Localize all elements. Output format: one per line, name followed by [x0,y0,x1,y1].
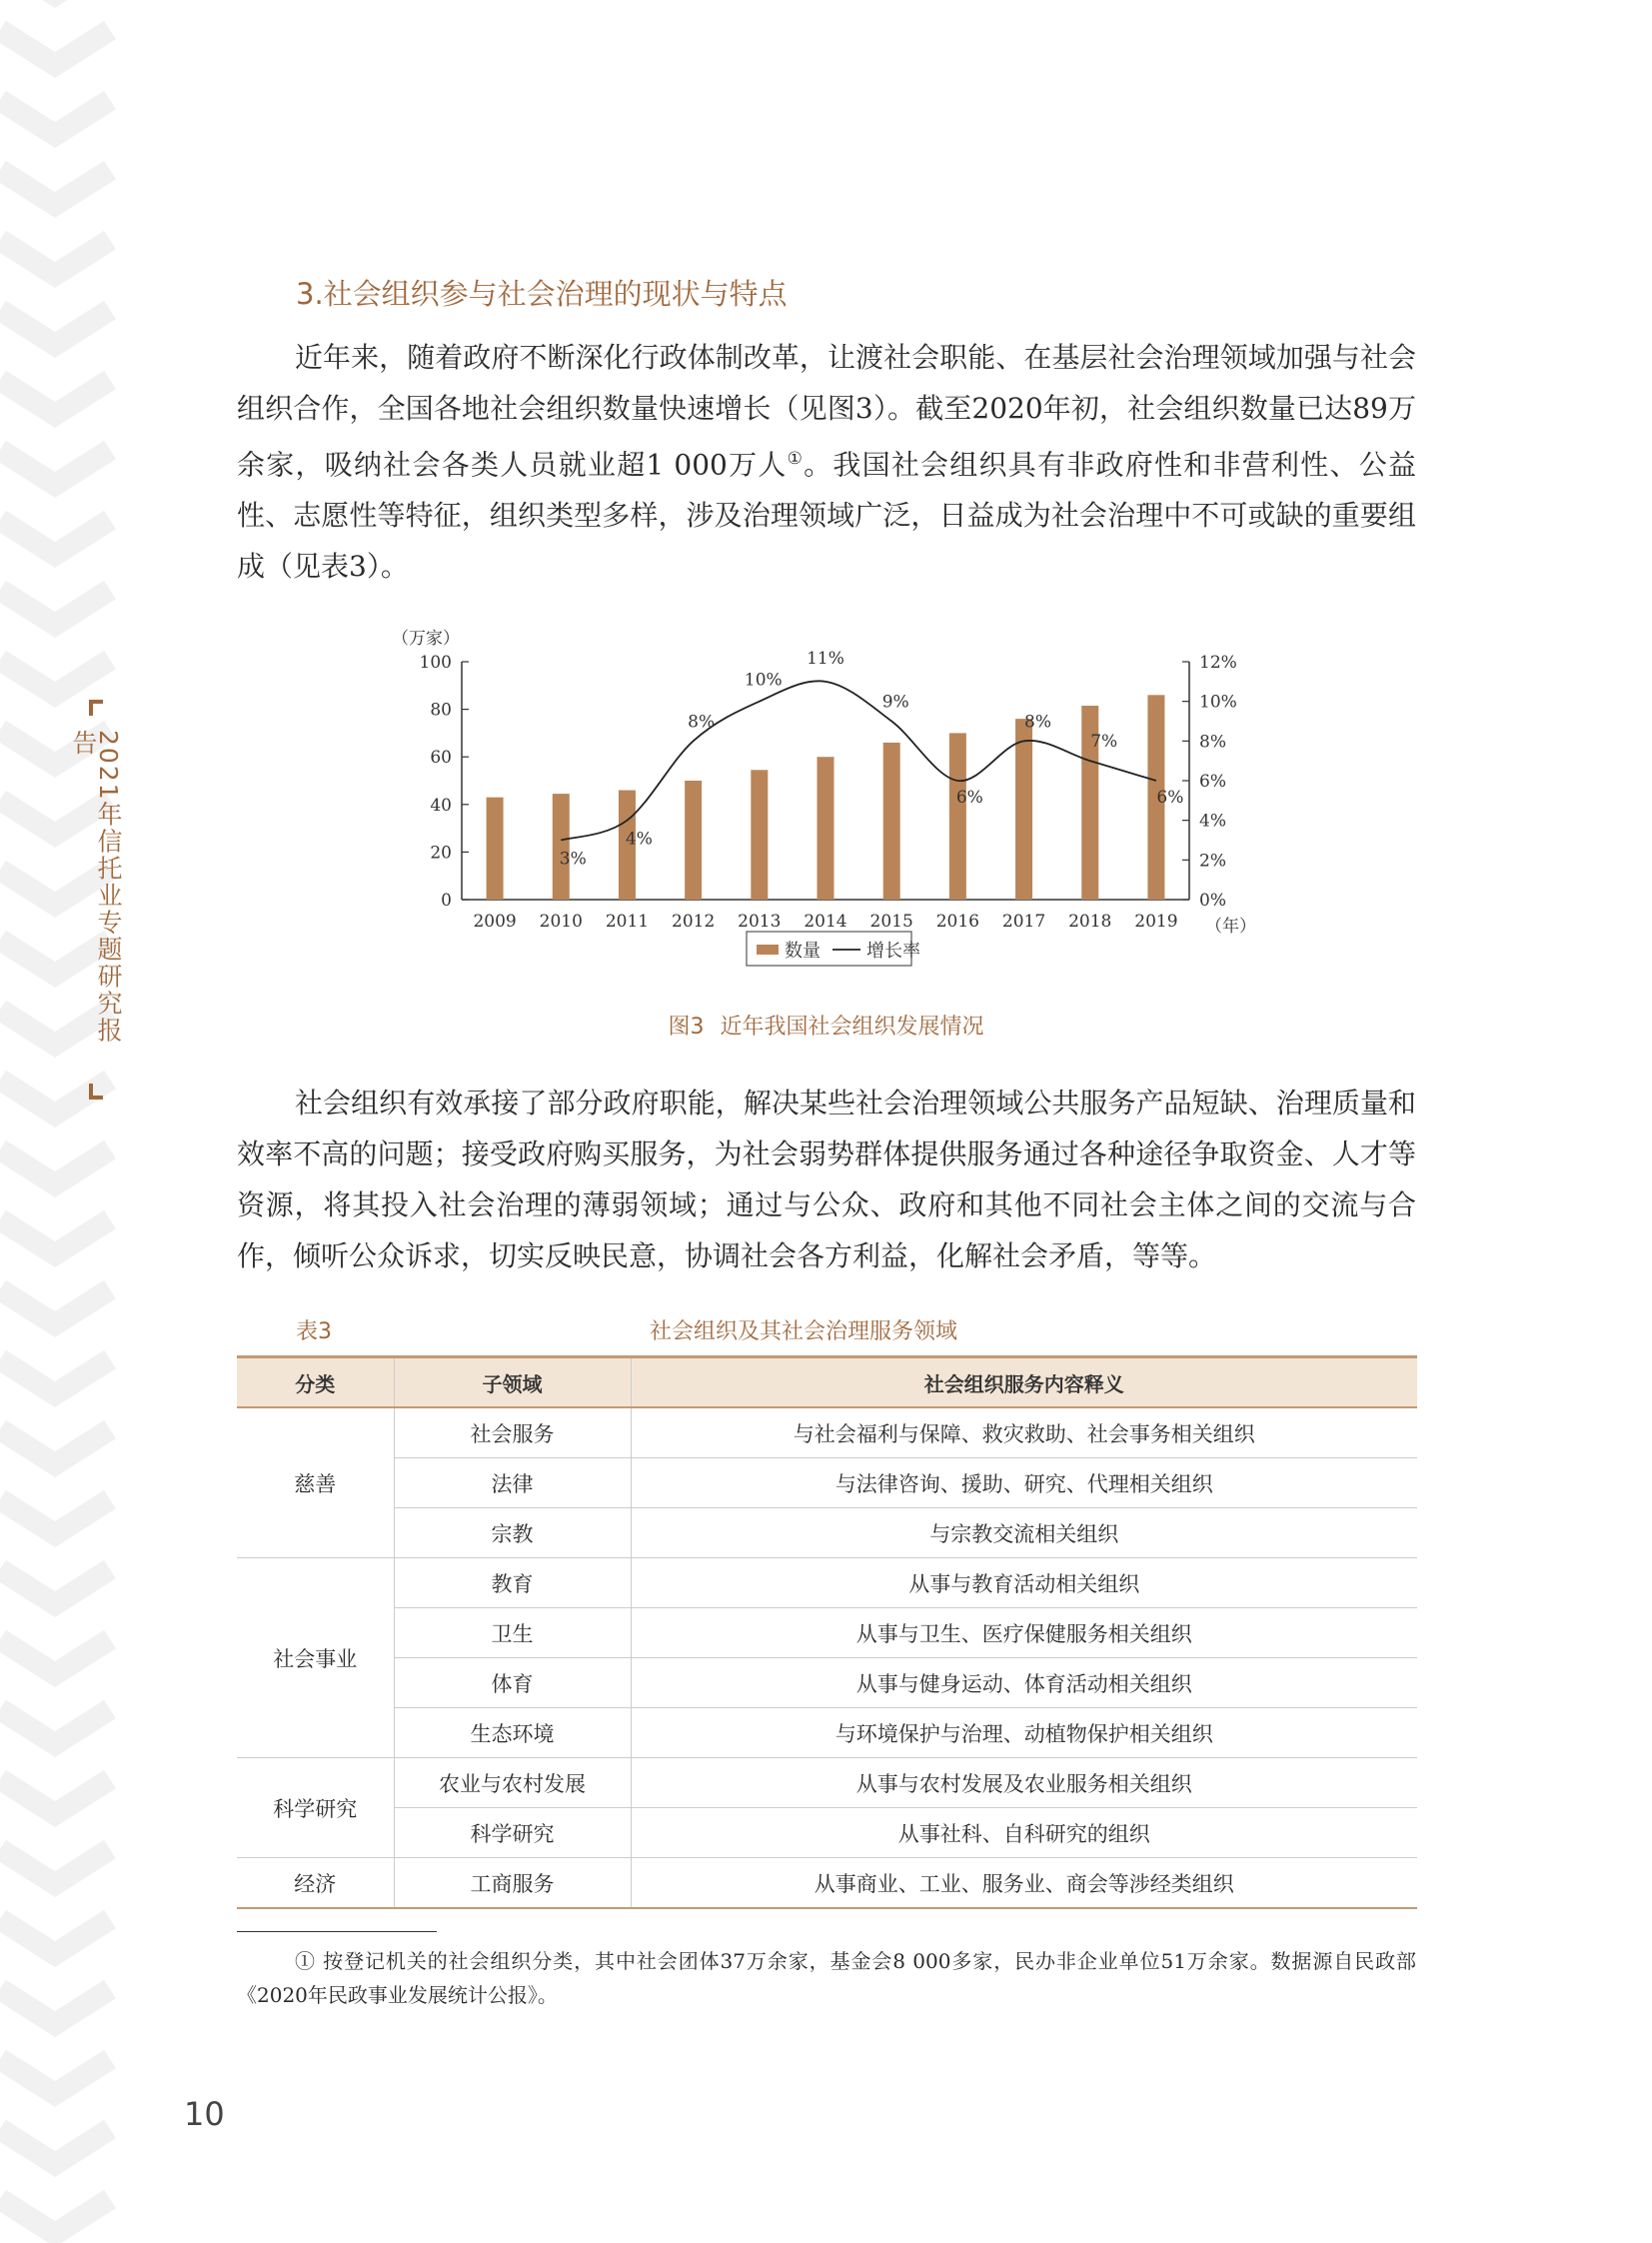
x-tick-label: 2014 [804,912,847,932]
footnote-text: ① 按登记机关的社会组织分类，其中社会团体37万余家，基金会8 000多家，民办非企业单位51万余家。数据源自民政部《2020年民政事业发展统计公报》。 [237,1949,1416,2007]
chevron-shape [0,660,110,695]
subdomain-cell: 卫生 [394,1608,631,1658]
subdomain-cell: 法律 [394,1458,631,1508]
growth-label: 10% [744,670,783,691]
right-tick-label: 12% [1199,653,1237,673]
x-tick-label: 2015 [869,912,913,932]
bar-2010 [553,794,570,900]
bar-2009 [487,798,504,900]
figure-caption [0,1010,1652,1041]
bar-2015 [883,743,900,900]
growth-label: 11% [807,648,844,669]
chevron-shape [0,2199,110,2234]
description-cell: 从事与健身运动、体育活动相关组织 [631,1658,1417,1708]
service-domain-table [237,1355,1417,1909]
chevron-shape [0,1989,110,2024]
x-tick-label: 2009 [473,912,517,932]
legend-bar-swatch [757,945,779,955]
table-header-row [237,1357,1417,1408]
category-cell: 经济 [237,1858,394,1909]
header-category: 分类 [237,1357,394,1408]
chevron-shape [0,100,110,135]
chevron-shape [0,240,110,275]
growth-label: 4% [625,829,653,850]
x-tick-label: 2011 [605,912,650,932]
subdomain-cell: 农业与农村发展 [394,1758,631,1808]
left-tick-label: 60 [430,748,452,769]
chevron-shape [0,590,110,625]
footnote-marker[interactable]: ① [787,449,805,469]
growth-label: 6% [1156,788,1184,808]
x-tick-label: 2018 [1068,912,1112,932]
description-cell: 从事与教育活动相关组织 [631,1558,1417,1608]
subdomain-cell: 体育 [394,1658,631,1708]
chevron-shape [0,1919,110,1954]
right-tick-label: 10% [1199,692,1237,713]
subdomain-cell: 社会服务 [394,1407,631,1458]
chevron-shape [0,1149,110,1184]
growth-label: 3% [559,849,587,870]
left-tick-label: 20 [430,843,452,864]
chevron-shape [0,1779,110,1814]
x-tick-label: 2019 [1134,912,1178,932]
report-title-text: 2021年信托业专题研究报告 [69,729,123,1045]
description-cell: 与宗教交流相关组织 [631,1508,1417,1558]
table-row [237,1508,1417,1558]
description-cell: 与法律咨询、援助、研究、代理相关组织 [631,1458,1417,1508]
chevron-shape [0,380,110,415]
x-tick-label: 2010 [539,912,583,932]
footnote [237,1944,1416,2012]
category-cell: 社会事业 [237,1558,394,1758]
bar-2013 [751,770,768,900]
chevron-shape [0,30,110,65]
table-title: 社会组织及其社会治理服务领域 [650,1319,958,1344]
paragraph-1-text-b: 。我国社会组织具有非政府性和非营利性、公益性、志愿性等特征，组织类型多样，涉及治理领域广泛，日益成为社会治理中不可或缺的重要组成（见表3）。 [237,448,1416,584]
chevron-shape [0,170,110,205]
chevron-shape [0,1849,110,1884]
x-axis-unit: （年） [1205,917,1256,937]
table-row [237,1708,1417,1758]
x-tick-label: 2012 [672,912,716,932]
subdomain-cell: 教育 [394,1558,631,1608]
left-tick-label: 80 [430,700,452,721]
growth-label: 7% [1090,732,1118,753]
chevron-shape [0,1639,110,1674]
growth-rate-line [561,681,1156,840]
page-number: 10 [184,2095,225,2133]
chevron-shape [0,1429,110,1464]
paragraph-2 [237,1078,1416,1281]
table-row [237,1808,1417,1858]
chevron-shape [0,2129,110,2164]
paragraph-1-text-a: 近年来，随着政府不断深化行政体制改革，让渡社会职能、在基层社会治理领域加强与社会组织合作，全国各地社会组织数量快速增长（见图3）。截至2020年初，社会组织数量已达89万余家，吸纳社会各类人员就业超1 000万人 [237,341,1416,482]
table-row [237,1758,1417,1808]
x-tick-label: 2013 [738,912,782,932]
description-cell: 与社会福利与保障、救灾救助、社会事务相关组织 [631,1407,1417,1458]
table-row [237,1558,1417,1608]
figure-number: 图3 [668,1015,705,1040]
x-tick-label: 2016 [935,912,979,932]
growth-label: 8% [688,712,716,733]
description-cell: 与环境保护与治理、动植物保护相关组织 [631,1708,1417,1758]
description-cell: 从事与卫生、医疗保健服务相关组织 [631,1608,1417,1658]
chevron-shape [0,1359,110,1394]
left-axis-unit: （万家） [392,629,460,649]
right-tick-label: 4% [1199,811,1226,832]
table-row [237,1407,1417,1458]
right-tick-label: 0% [1199,891,1226,911]
category-cell: 科学研究 [237,1758,394,1858]
subdomain-cell: 生态环境 [394,1708,631,1758]
growth-label: 9% [881,692,909,713]
growth-label: 6% [955,788,983,808]
section-title: 3.社会组织参与社会治理的现状与特点 [296,277,788,311]
decorative-chevron-strip [0,0,123,2243]
bar-2012 [685,781,702,900]
right-tick-label: 6% [1199,772,1226,792]
chevron-shape [0,310,110,345]
header-description: 社会组织服务内容释义 [631,1357,1417,1408]
subdomain-cell: 工商服务 [394,1858,631,1909]
left-tick-label: 0 [441,891,452,911]
bar-2014 [818,757,834,900]
bracket-close [89,1084,103,1100]
chevron-shape [0,2059,110,2094]
table-row [237,1858,1417,1909]
left-tick-label: 100 [419,653,452,673]
paragraph-1 [237,332,1416,592]
chevron-shape [0,520,110,555]
chevron-shape [0,1499,110,1534]
chevron-shape [0,1709,110,1744]
description-cell: 从事社科、自科研究的组织 [631,1808,1417,1858]
subdomain-cell: 宗教 [394,1508,631,1558]
table-row [237,1458,1417,1508]
description-cell: 从事商业、工业、服务业、商会等涉经类组织 [631,1858,1417,1909]
right-tick-label: 8% [1199,732,1226,753]
org-growth-chart [385,620,1274,995]
legend-line-label: 增长率 [866,941,920,962]
right-tick-label: 2% [1199,851,1226,872]
subdomain-cell: 科学研究 [394,1808,631,1858]
table-label: 表3 [296,1319,332,1344]
figure-title: 近年我国社会组织发展情况 [720,1015,984,1040]
x-tick-label: 2017 [1001,912,1046,932]
description-cell: 从事与农村发展及农业服务相关组织 [631,1758,1417,1808]
chevron-shape [0,1289,110,1324]
table-row [237,1658,1417,1708]
bar-2016 [949,733,966,900]
chevron-shape [0,1219,110,1254]
table-row [237,1608,1417,1658]
bar-2017 [1015,719,1032,900]
legend-bar-label: 数量 [785,941,821,962]
chevron-shape [0,450,110,485]
growth-label: 8% [1024,712,1052,733]
bracket-open [89,700,103,716]
paragraph-2-text: 社会组织有效承接了部分政府职能，解决某些社会治理领域公共服务产品短缺、治理质量和效率不高的问题；接受政府购买服务，为社会弱势群体提供服务通过各种途径争取资金、人才等资源，将其投入社会治理的薄弱领域；通过与公众、政府和其他不同社会主体之间的交流与合作，倾听公众诉求，切实反映民意，协调社会各方利益，化解社会矛盾，等等。 [237,1087,1416,1272]
chevron-shape [0,1569,110,1604]
footnote-divider [237,1931,437,1932]
header-subdomain: 子领域 [394,1357,631,1408]
left-tick-label: 40 [430,795,452,816]
category-cell: 慈善 [237,1407,394,1558]
